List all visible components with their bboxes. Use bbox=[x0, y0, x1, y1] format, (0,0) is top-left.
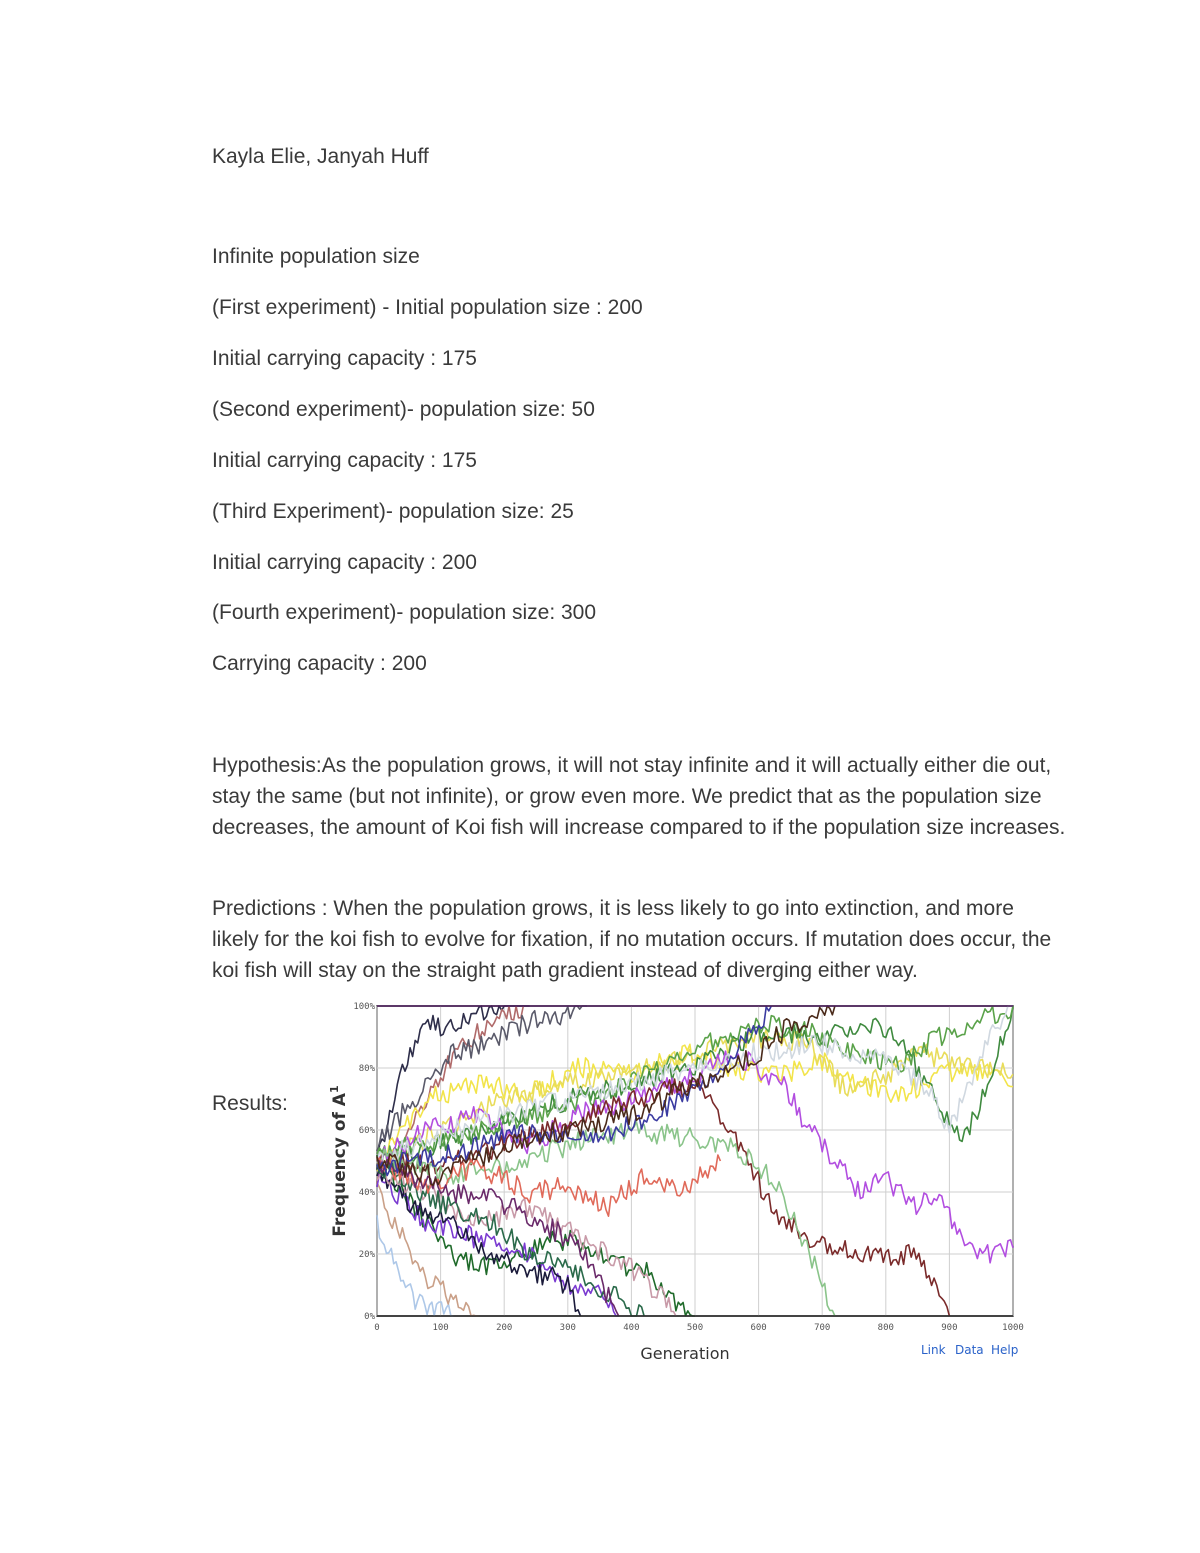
experiment-4-capacity: Carrying capacity : 200 bbox=[212, 652, 427, 675]
x-tick-label: 100 bbox=[432, 1323, 449, 1333]
author-names: Kayla Elie, Janyah Huff bbox=[212, 145, 429, 168]
x-tick-label: 700 bbox=[814, 1323, 831, 1333]
link-link[interactable]: Link bbox=[921, 1343, 946, 1357]
experiment-1-capacity: Initial carrying capacity : 175 bbox=[212, 347, 477, 370]
x-tick-label: 1000 bbox=[1002, 1323, 1024, 1333]
y-axis-label-superscript: 1 bbox=[328, 1085, 341, 1094]
x-tick-label: 400 bbox=[623, 1323, 640, 1333]
x-tick-label: 900 bbox=[941, 1323, 958, 1333]
y-tick-label: 20% bbox=[358, 1250, 375, 1260]
x-axis-label: Generation bbox=[640, 1344, 730, 1363]
experiment-2-capacity: Initial carrying capacity : 175 bbox=[212, 449, 477, 472]
chart-svg bbox=[325, 1000, 1035, 1370]
y-tick-label: 100% bbox=[353, 1002, 375, 1012]
results-chart bbox=[325, 1000, 1035, 1370]
x-tick-label: 300 bbox=[559, 1323, 576, 1333]
experiment-3-capacity: Initial carrying capacity : 200 bbox=[212, 551, 477, 574]
help-link[interactable]: Help bbox=[991, 1343, 1019, 1357]
x-tick-label: 0 bbox=[374, 1323, 380, 1333]
x-tick-label: 500 bbox=[686, 1323, 704, 1333]
x-tick-label: 600 bbox=[750, 1323, 767, 1333]
data-link[interactable]: Data bbox=[955, 1343, 984, 1357]
hypothesis-paragraph: Hypothesis:As the population grows, it will not stay infinite and it will actually either die out, stay the same (but not infinite), or grow even more. We predict that as the population size decreases, the amount of Koi fish will increase compared to if the population size increases. bbox=[212, 754, 1066, 839]
experiment-1-line: (First experiment) - Initial population size : 200 bbox=[212, 296, 643, 319]
y-axis-label bbox=[328, 1085, 350, 1236]
y-tick-labels bbox=[353, 1002, 375, 1322]
y-axis-label-text: Frequency of A bbox=[330, 1093, 350, 1237]
y-tick-label: 40% bbox=[358, 1188, 375, 1198]
experiment-4-line: (Fourth experiment)- population size: 300 bbox=[212, 601, 597, 624]
predictions-paragraph: Predictions : When the population grows, it is less likely to go into extinction, and more likely for the koi fish to evolve for fixation, if no mutation occurs. If mutation does occur, the koi fish will stay on the straight path gradient instead of diverging either way. bbox=[212, 897, 1052, 982]
y-tick-label: 80% bbox=[358, 1064, 375, 1074]
x-tick-labels bbox=[374, 1323, 1024, 1333]
results-label: Results: bbox=[212, 1092, 288, 1115]
section-title: Infinite population size bbox=[212, 245, 420, 268]
y-tick-label: 0% bbox=[364, 1312, 375, 1322]
experiment-3-line: (Third Experiment)- population size: 25 bbox=[212, 500, 574, 523]
experiment-2-line: (Second experiment)- population size: 50 bbox=[212, 398, 595, 421]
y-tick-label: 60% bbox=[358, 1126, 375, 1136]
x-tick-label: 200 bbox=[496, 1323, 513, 1333]
x-tick-label: 800 bbox=[877, 1323, 894, 1333]
